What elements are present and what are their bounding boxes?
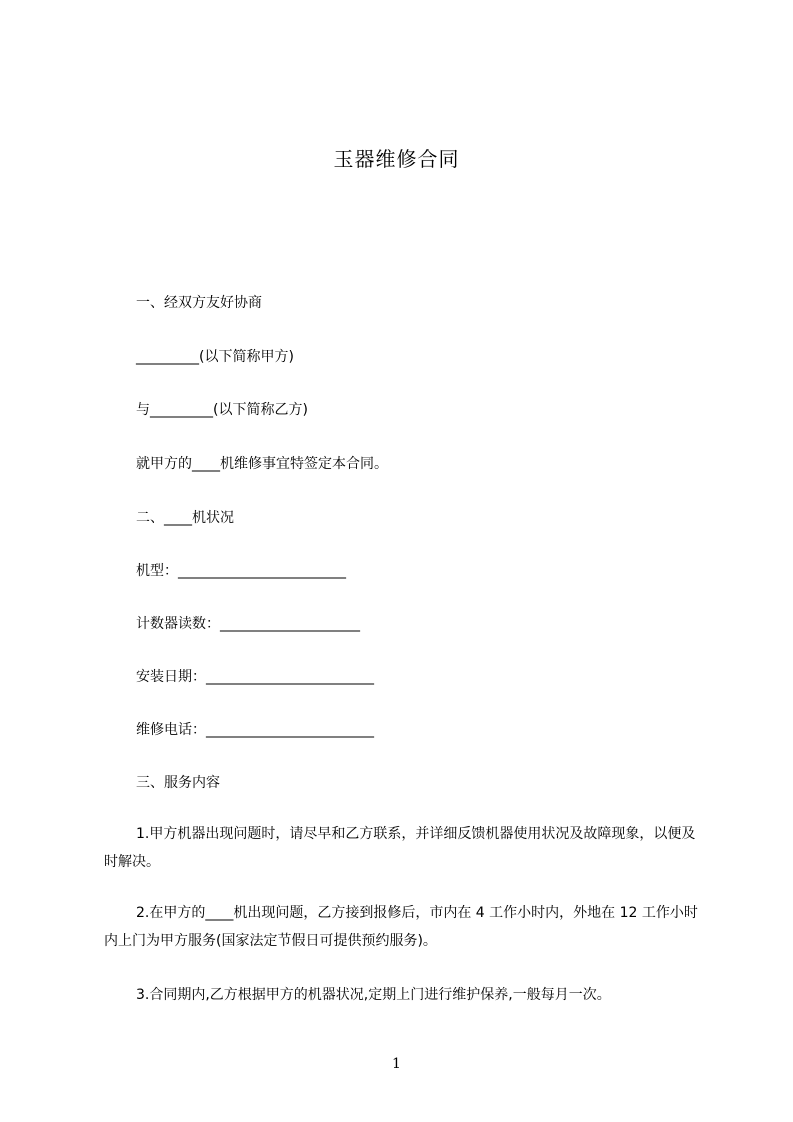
section-2-heading: 二、____机状况 bbox=[136, 510, 234, 526]
counter-reading-field: 计数器读数：____________________ bbox=[136, 616, 360, 632]
install-date-field: 安装日期：________________________ bbox=[136, 669, 374, 685]
party-b-line: 与_________(以下简称乙方) bbox=[136, 402, 308, 418]
section-1-heading: 一、经双方友好协商 bbox=[136, 295, 262, 311]
service-clause-2: 2.在甲方的____机出现问题，乙方接到报修后，市内在 4 工作小时内，外地在 12 工作小时内上门为甲方服务(国家法定节假日可提供预约服务)。 bbox=[104, 905, 698, 949]
purpose-line: 就甲方的____机维修事宜特签定本合同。 bbox=[136, 456, 388, 472]
service-clause-3: 3.合同期内,乙方根据甲方的机器状况,定期上门进行维护保养,一般每月一次。 bbox=[136, 987, 611, 1003]
repair-phone-field: 维修电话：________________________ bbox=[136, 722, 374, 738]
party-a-line: _________(以下简称甲方) bbox=[136, 349, 294, 365]
service-clause-1: 1.甲方机器出现问题时，请尽早和乙方联系，并详细反馈机器使用状况及故障现象，以便及时解决。 bbox=[104, 826, 696, 870]
document-title: 玉器维修合同 bbox=[333, 147, 460, 171]
section-3-heading: 三、服务内容 bbox=[136, 775, 220, 791]
model-field: 机型：________________________ bbox=[136, 563, 346, 579]
page-number: 1 bbox=[392, 1056, 401, 1072]
